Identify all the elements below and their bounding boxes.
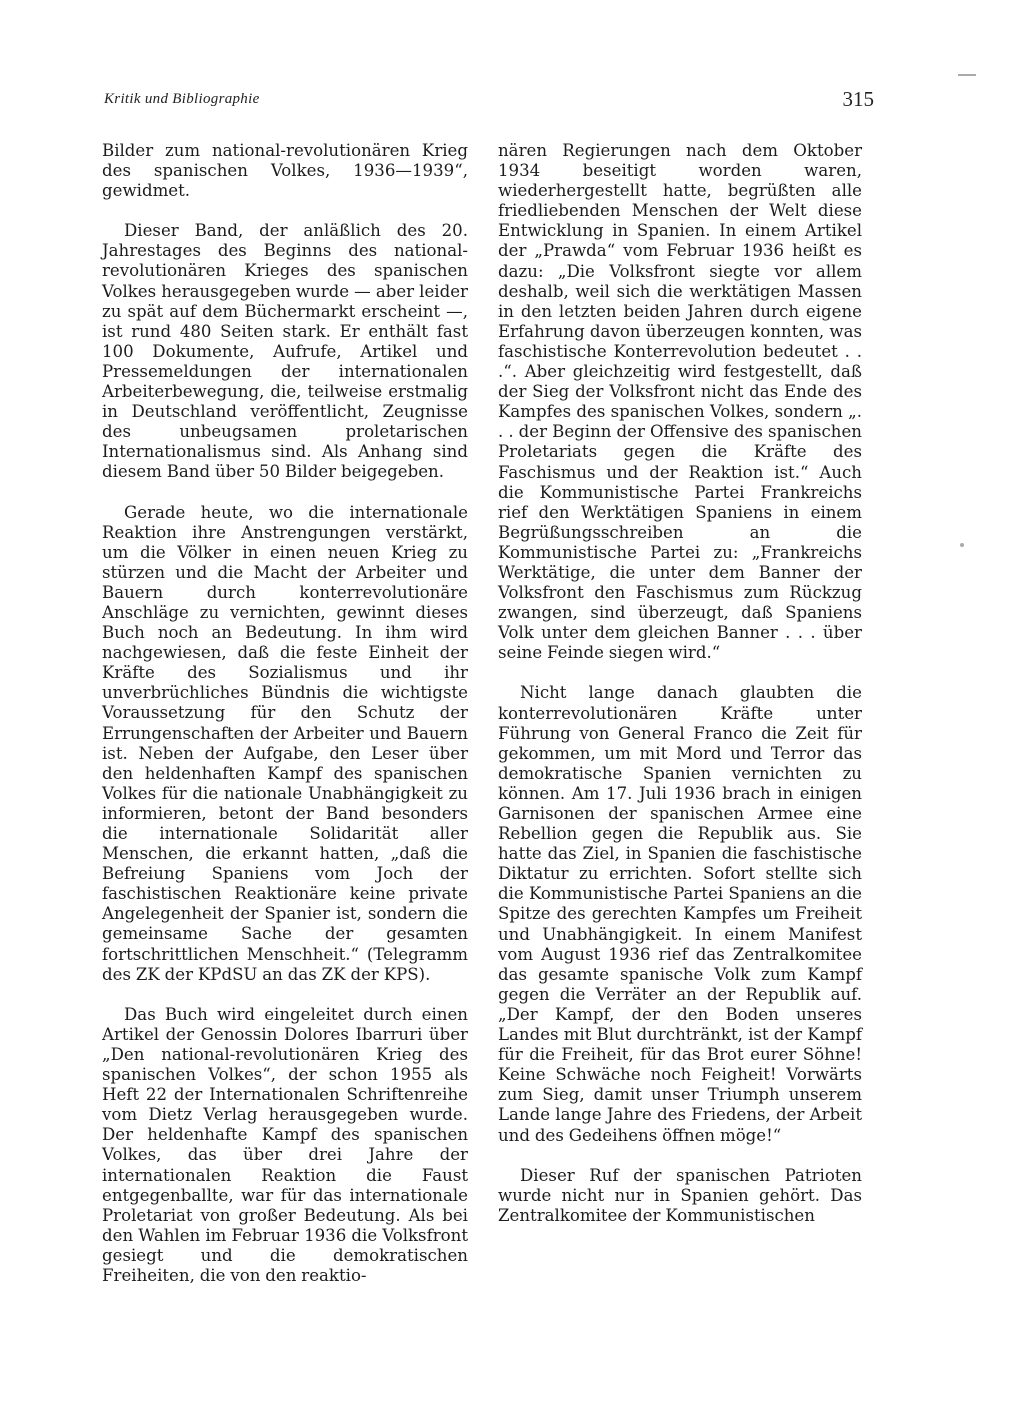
right-column: [498, 141, 870, 1226]
paragraph: Gerade heute, wo die internationale Reaktion ihre Anstrengungen verstärkt, um die Völker in einen neuen Krieg zu stürzen und die Macht der Arbeiter und Bauern durch konterrevolutionäre Anschläge zu vernichten, gewinnt dieses Buch noch an Bedeutung. In ihm wird nachgewiesen, daß die feste Einheit der Kräfte des Sozialismus und ihr unverbrüchliches Bündnis die wichtigste Voraussetzung für den Schutz der Errungenschaften der Arbeiter und Bauern ist. Neben der Aufgabe, den Leser über den heldenhaften Kampf des spanischen Volkes für die nationale Unabhängigkeit zu informieren, betont der Band besonders die internationale Solidarität aller Menschen, die erkannt hatten, „daß die Befreiung Spaniens vom Joch der faschistischen Reaktionäre keine private Angelegenheit der Spanier ist, sondern die gemeinsame Sache der gesamten fortschrittlichen Menschheit.“ (Telegramm des ZK der KPdSU an das ZK der KPS).: [102, 502, 468, 984]
paragraph: Dieser Ruf der spanischen Patrioten wurde nicht nur in Spanien gehört. Das Zentralkomitee der Kommunistischen: [498, 1165, 862, 1225]
paragraph: Das Buch wird eingeleitet durch einen Artikel der Genossin Dolores Ibarruri über „Den national-revolutionären Krieg des spanischen Volkes“, der schon 1955 als Heft 22 der Internationalen Schriftenreihe vom Dietz Verlag herausgegeben wurde. Der heldenhafte Kampf des spanischen Volkes, das über drei Jahre der internationalen Reaktion die Faust entgegenballte, war für das internationale Proletariat von großer Bedeutung. Als bei den Wahlen im Februar 1936 die Volksfront gesiegt und die demokratischen Freiheiten, die von den reaktio-: [102, 1004, 468, 1285]
paragraph: Nicht lange danach glaubten die konterrevolutionären Kräfte unter Führung von General Franco die Zeit für gekommen, um mit Mord und Terror das demokratische Spanien vernichten zu können. Am 17. Juli 1936 brach in einigen Garnisonen der spanischen Armee eine Rebellion gegen die Republik aus. Sie hatte das Ziel, in Spanien die faschistische Diktatur zu errichten. Sofort stellte sich die Kommunistische Partei Spaniens an die Spitze des gerechten Kampfes um Freiheit und Unabhängigkeit. In einem Manifest vom August 1936 rief das Zentralkomitee das gesamte spanische Volk zum Kampf gegen die Verräter an der Republik auf. „Der Kampf, der den Boden unseres Landes mit Blut durchtränkt, ist der Kampf für die Freiheit, für das Brot eurer Söhne! Keine Schwäche noch Feigheit! Vorwärts zum Sieg, damit unser Triumph unserem Lande lange Jahre des Friedens, der Arbeit und des Gedeihens öffnen möge!“: [498, 683, 862, 1145]
paragraph: Bilder zum national-revolutionären Krieg des spanischen Volkes, 1936—1939“, gewidmet.: [102, 141, 468, 201]
paragraph: Dieser Band, der anläßlich des 20. Jahrestages des Beginns des national-revolutionären Krieges des spanischen Volkes herausgegeben wurde — aber leider zu spät auf dem Büchermarkt erscheint —, ist rund 480 Seiten stark. Er enthält fast 100 Dokumente, Aufrufe, Artikel und Pressemeldungen der internationalen Arbeiterbewegung, die, teilweise erstmalig in Deutschland veröffentlicht, Zeugnisse des unbeugsamen proletarischen Internationalismus sind. Als Anhang sind diesem Band über 50 Bilder beigegeben.: [102, 221, 468, 482]
margin-mark: [958, 74, 976, 76]
margin-dot: [960, 543, 964, 547]
running-head: Kritik und Bibliographie: [104, 91, 260, 107]
left-column: [102, 141, 476, 1286]
page-number: 315: [842, 87, 874, 111]
paragraph: nären Regierungen nach dem Oktober 1934 beseitigt worden waren, wiederhergestellt hatte, begrüßten alle friedliebenden Menschen der Welt diese Entwicklung in Spanien. In einem Artikel der „Prawda“ vom Februar 1936 heißt es dazu: „Die Volksfront siegte vor allem deshalb, weil sich die werktätigen Massen in den letzten beiden Jahren durch eigene Erfahrung davon überzeugen konnten, was faschistische Konterrevolution bedeutet . . .“. Aber gleichzeitig wird festgestellt, daß der Sieg der Volksfront nicht das Ende des Kampfes des spanischen Volkes, sondern „. . . der Beginn der Offensive des spanischen Proletariats gegen die Kräfte des Faschismus und der Reaktion ist.“ Auch die Kommunistische Partei Frankreichs rief den Werktätigen Spaniens in einem Begrüßungsschreiben an die Kommunistische Partei zu: „Frankreichs Werktätige, die unter dem Banner der Volksfront den Faschismus zum Rückzug zwangen, sind überzeugt, daß Spaniens Volk unter dem gleichen Banner . . . über seine Feinde siegen wird.“: [498, 141, 862, 663]
page-header: [104, 87, 874, 123]
